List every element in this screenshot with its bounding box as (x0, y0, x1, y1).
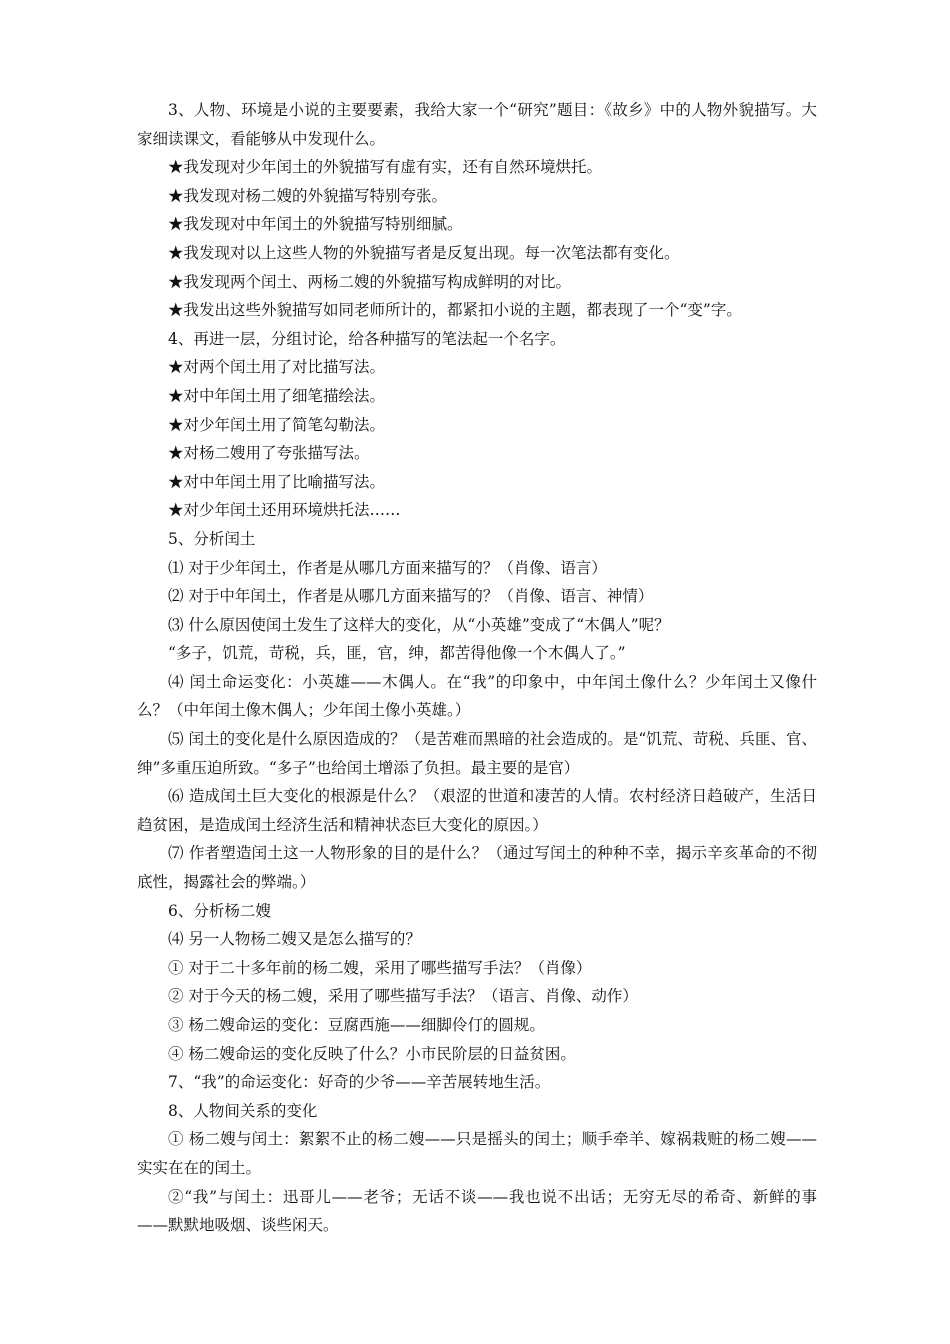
runtu-question-4: ⑷ 闰土命运变化：小英雄——木偶人。在“我”的印象中，中年闰土像什么？少年闰土又像什么？（中年闰土像木偶人；少年闰土像小英雄。） (137, 672, 817, 720)
yang-point-2: ② 对于今天的杨二嫂，采用了哪些描写手法？（语言、肖像、动作） (168, 987, 638, 1006)
method-fine-brush: ★对中年闰土用了细笔描绘法。 (168, 386, 386, 405)
heading-8-relationship-change: 8、人物间关系的变化 (168, 1101, 318, 1120)
relationship-point-1: ① 杨二嫂与闰土：絮絮不止的杨二嫂——只是摇头的闰土；顺手牵羊、嫁祸栽赃的杨二嫂——实实在在的闰土。 (137, 1130, 817, 1177)
heading-5-analyze-runtu: 5、分析闰土 (168, 529, 256, 548)
finding-yang-ersao: ★我发现对杨二嫂的外貌描写特别夸张。 (168, 186, 448, 205)
runtu-question-6: ⑹ 造成闰土巨大变化的根源是什么？（艰涩的世道和凄苦的人情。农村经济日趋破产，生活日趋贫困，是造成闰土经济生活和精神状态巨大变化的原因。） (137, 787, 817, 834)
heading-7-narrator-change: 7、“我”的命运变化：好奇的少爷——辛苦展转地生活。 (168, 1073, 551, 1092)
method-contrast: ★对两个闰土用了对比描写法。 (168, 358, 386, 377)
finding-repeated-descriptions: ★我发现对以上这些人物的外貌描写者是反复出现。每一次笔法都有变化。 (168, 243, 680, 262)
relationship-point-2: ②“我”与闰土：迅哥儿——老爷；无话不谈——我也说不出话；无穷无尽的希奇、新鲜的事——默默地吸烟、谈些闲天。 (137, 1187, 817, 1235)
finding-middle-aged-runtu: ★我发现对中年闰土的外貌描写特别细腻。 (168, 215, 463, 234)
heading-6-analyze-yang-ersao: 6、分析杨二嫂 (168, 901, 271, 920)
method-metaphor: ★对中年闰土用了比喻描写法。 (168, 472, 386, 491)
method-exaggeration: ★对杨二嫂用了夸张描写法。 (168, 444, 370, 463)
yang-point-4: ④ 杨二嫂命运的变化反映了什么？小市民阶层的日益贫困。 (168, 1044, 576, 1063)
runtu-question-2: ⑵ 对于中年闰土，作者是从哪几方面来描写的？（肖像、语言、神情） (168, 587, 654, 606)
runtu-question-5: ⑸ 闰土的变化是什么原因造成的？（是苦难而黑暗的社会造成的。是“饥荒、苛税、兵匪、官、绅”多重压迫所致。“多子”也给闰土增添了负担。最主要的是官） (137, 730, 817, 777)
runtu-question-1: ⑴ 对于少年闰土，作者是从哪几方面来描写的？（肖像、语言） (168, 558, 607, 577)
finding-contrast: ★我发现两个闰土、两杨二嫂的外貌描写构成鲜明的对比。 (168, 272, 572, 291)
finding-theme-change: ★我发出这些外貌描写如同老师所计的，都紧扣小说的主题，都表现了一个“变”字。 (168, 301, 742, 320)
yang-point-1: ① 对于二十多年前的杨二嫂，采用了哪些描写手法？（肖像） (168, 958, 592, 977)
runtu-question-7: ⑺ 作者塑造闰土这一人物形象的目的是什么？（通过写闰土的种种不幸，揭示辛亥革命的不彻底性，揭露社会的弊端。） (137, 844, 817, 892)
runtu-quote: “多子，饥荒，苛税，兵，匪，官，绅，都苦得他像一个木偶人了。” (168, 644, 626, 663)
runtu-question-3: ⑶ 什么原因使闰土发生了这样大的变化，从“小英雄”变成了“木偶人”呢？ (168, 615, 670, 634)
yang-point-3: ③ 杨二嫂命运的变化：豆腐西施——细脚伶仃的圆规。 (168, 1016, 545, 1034)
yang-question-main: ⑷ 另一人物杨二嫂又是怎么描写的？ (168, 930, 421, 949)
method-environment: ★对少年闰土还用环境烘托法…… (168, 501, 401, 520)
document-page (137, 96, 817, 1240)
paragraph-3-research-topic: 3、人物、环境是小说的主要要素，我给大家一个“研究”题目：《故乡》中的人物外貌描写。大家细读课文，看能够从中发现什么。 (137, 101, 817, 148)
method-simple-sketch: ★对少年闰土用了简笔勾勒法。 (168, 415, 386, 434)
paragraph-4-group-discussion: 4、再进一层，分组讨论，给各种描写的笔法起一个名字。 (168, 329, 566, 348)
finding-young-runtu: ★我发现对少年闰土的外貌描写有虚有实，还有自然环境烘托。 (168, 158, 603, 177)
